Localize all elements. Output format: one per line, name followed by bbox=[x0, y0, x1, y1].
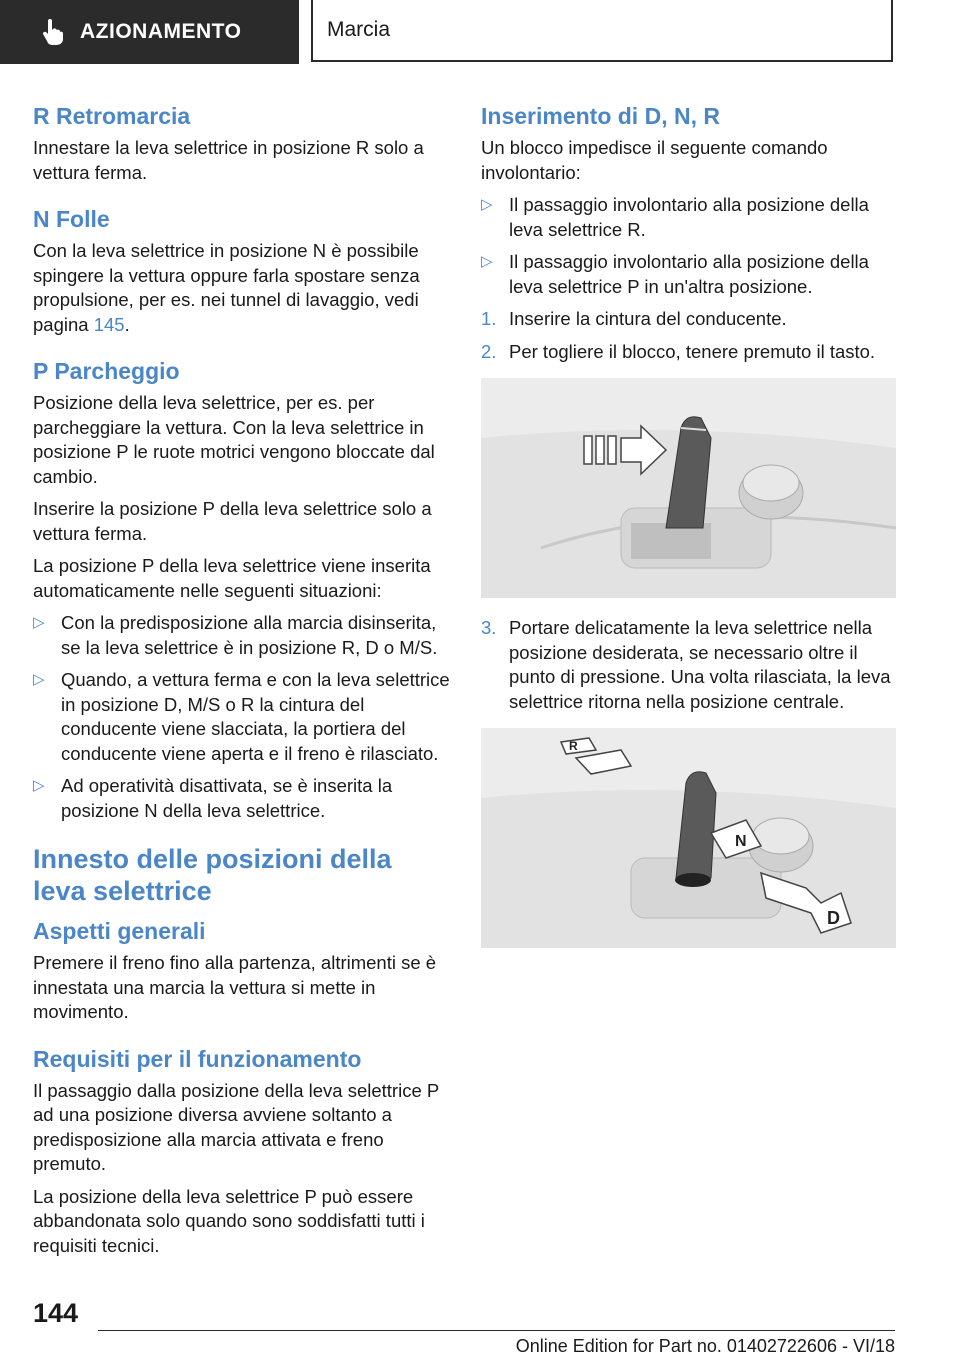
text-aspetti: Premere il freno fino alla partenza, altrimenti se è innestata una marcia la vettura si mette in movimento. bbox=[33, 952, 437, 1022]
text-p-3: La posizione P della leva selettrice viene inserita automaticamente nelle seguenti situazioni: bbox=[33, 555, 431, 601]
heading-inserimento: Inserimento di D, N, R bbox=[481, 103, 720, 129]
heading-aspetti: Aspetti generali bbox=[33, 918, 206, 944]
step-item bbox=[481, 307, 896, 332]
step-number: 1. bbox=[481, 308, 497, 329]
heading-innesto: Innesto delle posizioni della leva selettrice bbox=[33, 844, 392, 906]
section-n bbox=[33, 205, 451, 337]
gear-lever-illustration-2 bbox=[481, 728, 896, 948]
text-n-end: . bbox=[124, 313, 130, 335]
step-text: Per togliere il blocco, tenere premuto il tasto. bbox=[509, 340, 876, 362]
list-item bbox=[481, 250, 896, 299]
step-number: 2. bbox=[481, 340, 497, 362]
list-item bbox=[481, 193, 896, 242]
step-item bbox=[481, 616, 896, 714]
list-item-text: Con la predisposizione alla marcia disinserita, se la leva selettrice è in posizione R, D o M/S. bbox=[61, 612, 438, 658]
step-item bbox=[481, 340, 896, 365]
position-n-label: N bbox=[735, 833, 747, 850]
text-n-body: Con la leva selettrice in posizione N è possibile spingere la vettura oppure farla spostare senza propulsione, per es. nei tunnel di lavaggio, vedi pagina bbox=[33, 240, 420, 335]
section-label: AZIONAMENTO bbox=[80, 20, 242, 43]
heading-p: P Parcheggio bbox=[33, 358, 180, 384]
gear-lever-illustration-1 bbox=[481, 378, 896, 598]
text-requisiti-2: La posizione della leva selettrice P può essere abbandonata solo quando sono soddisfatti tutti i requisiti tecnici. bbox=[33, 1185, 425, 1256]
gear-lever-figure-2 bbox=[481, 728, 896, 948]
text-requisiti-1: Il passaggio dalla posizione della leva selettrice P ad una posizione diversa avviene soltanto a predisposizione alla marcia attivata e freno premuto. bbox=[33, 1079, 439, 1174]
section-tab bbox=[0, 0, 299, 64]
triangle-right-icon: ▷ bbox=[33, 614, 45, 631]
inserimento-bullet-list bbox=[481, 193, 896, 299]
left-column bbox=[33, 102, 451, 1278]
hand-pointer-icon bbox=[40, 19, 64, 45]
section-aspetti bbox=[33, 917, 451, 1025]
steps-list-2 bbox=[481, 616, 896, 714]
page-link[interactable]: 145 bbox=[93, 313, 125, 335]
steps-list bbox=[481, 307, 896, 364]
chapter-title: Marcia bbox=[327, 18, 391, 41]
right-column bbox=[481, 102, 896, 966]
heading-requisiti: Requisiti per il funzionamento bbox=[33, 1045, 362, 1072]
heading-n: N Folle bbox=[33, 206, 110, 232]
text-r: Innestare la leva selettrice in posizione R solo a vettura ferma. bbox=[33, 137, 424, 183]
position-r-label: R bbox=[569, 739, 578, 753]
text-p-2: Inserire la posizione P della leva selettrice solo a vettura ferma. bbox=[33, 498, 432, 544]
step-number: 3. bbox=[481, 617, 497, 638]
triangle-right-icon: ▷ bbox=[481, 196, 493, 213]
list-item-text: Il passaggio involontario alla posizione della leva selettrice P in un'altra posizione. bbox=[509, 251, 869, 297]
text-inserimento-intro: Un blocco impedisce il seguente comando involontario: bbox=[481, 137, 828, 183]
page-header-title bbox=[311, 0, 893, 62]
gear-lever-figure-1 bbox=[481, 378, 896, 598]
list-item-text: Ad operatività disattivata, se è inserita la posizione N della leva selettrice. bbox=[61, 775, 393, 821]
text-n bbox=[33, 239, 451, 337]
heading-r: R Retromarcia bbox=[33, 103, 191, 129]
position-d-label: D bbox=[827, 908, 840, 928]
list-item bbox=[33, 668, 451, 766]
list-item bbox=[33, 611, 451, 660]
footer-divider bbox=[98, 1330, 895, 1331]
section-p bbox=[33, 357, 451, 823]
triangle-right-icon: ▷ bbox=[33, 671, 45, 688]
list-item bbox=[33, 774, 451, 823]
page-number: 144 bbox=[33, 1298, 79, 1328]
p-bullet-list bbox=[33, 611, 451, 823]
section-requisiti bbox=[33, 1045, 451, 1259]
triangle-right-icon: ▷ bbox=[481, 253, 493, 270]
triangle-right-icon: ▷ bbox=[33, 777, 45, 794]
step-text: Inserire la cintura del conducente. bbox=[509, 308, 787, 329]
text-p-1: Posizione della leva selettrice, per es. per parcheggiare la vettura. Con la leva selettrice in posizione P le ruote motrici vengono bloccate dal cambio. bbox=[33, 392, 435, 487]
list-item-text: Quando, a vettura ferma e con la leva selettrice in posizione D, M/S o R la cintura del conducente viene slacciata, la portiera del conducente viene aperta e il freno è rilasciato. bbox=[61, 669, 450, 764]
section-r bbox=[33, 102, 451, 185]
list-item-text: Il passaggio involontario alla posizione della leva selettrice R. bbox=[509, 194, 869, 240]
step-text: Portare delicatamente la leva selettrice nella posizione desiderata, se necessario oltre il punto di pressione. Una volta rilasciata, la leva selettrice ritorna nella posizione centrale. bbox=[509, 617, 891, 712]
footer-edition: Online Edition for Part no. 01402722606 - VI/18 bbox=[515, 1336, 895, 1356]
